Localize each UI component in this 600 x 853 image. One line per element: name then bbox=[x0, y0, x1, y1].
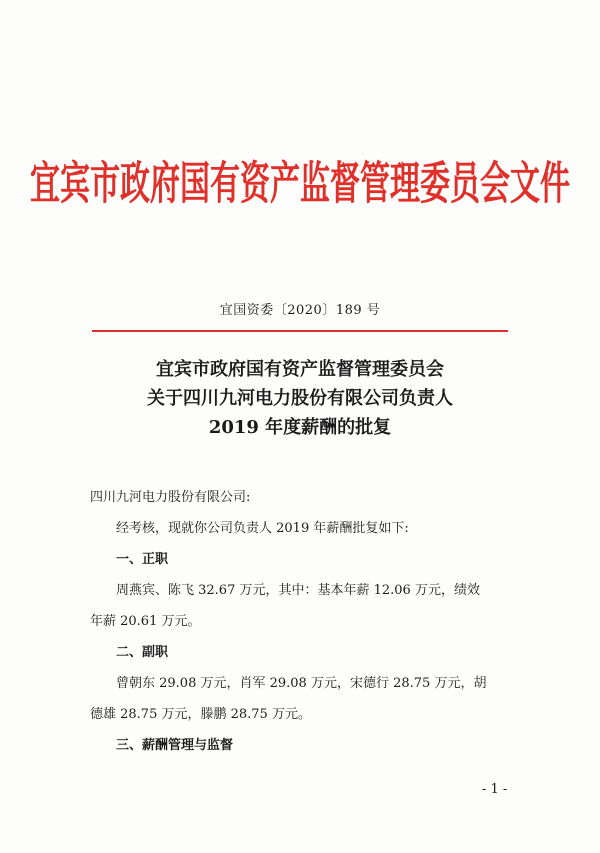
section-3-heading: 三、薪酬管理与监督 bbox=[116, 738, 234, 753]
section-2-line-1: 曾朝东 29.08 万元，肖军 29.08 万元，宋德行 28.75 万元，胡 bbox=[116, 676, 487, 691]
title-line-3: 2019 年度薪酬的批复 bbox=[208, 417, 392, 438]
section-1-heading: 一、正职 bbox=[116, 552, 169, 567]
title-line-1: 宜宾市政府国有资产监督管理委员会 bbox=[156, 359, 444, 380]
document-number: 宜国资委〔2020〕189 号 bbox=[219, 303, 381, 318]
document-body bbox=[90, 482, 520, 761]
section-1-line-2: 年薪 20.61 万元。 bbox=[90, 614, 201, 629]
page-number: - 1 - bbox=[482, 782, 508, 797]
title-line-2: 关于四川九河电力股份有限公司负责人 bbox=[147, 388, 453, 409]
addressee: 四川九河电力股份有限公司: bbox=[90, 490, 251, 505]
masthead-text: 宜宾市政府国有资产监督管理委员会文件 bbox=[30, 158, 570, 211]
intro-paragraph: 经考核，现就你公司负责人 2019 年薪酬批复如下: bbox=[116, 521, 409, 536]
document-title bbox=[0, 355, 600, 442]
masthead-title bbox=[0, 158, 600, 212]
section-2-line-2: 德雄 28.75 万元，滕鹏 28.75 万元。 bbox=[90, 707, 311, 722]
section-1-line-1: 周燕宾、陈飞 32.67 万元，其中：基本年薪 12.06 万元，绩效 bbox=[116, 583, 480, 598]
red-divider-line bbox=[92, 330, 508, 332]
section-2-heading: 二、副职 bbox=[116, 645, 169, 660]
